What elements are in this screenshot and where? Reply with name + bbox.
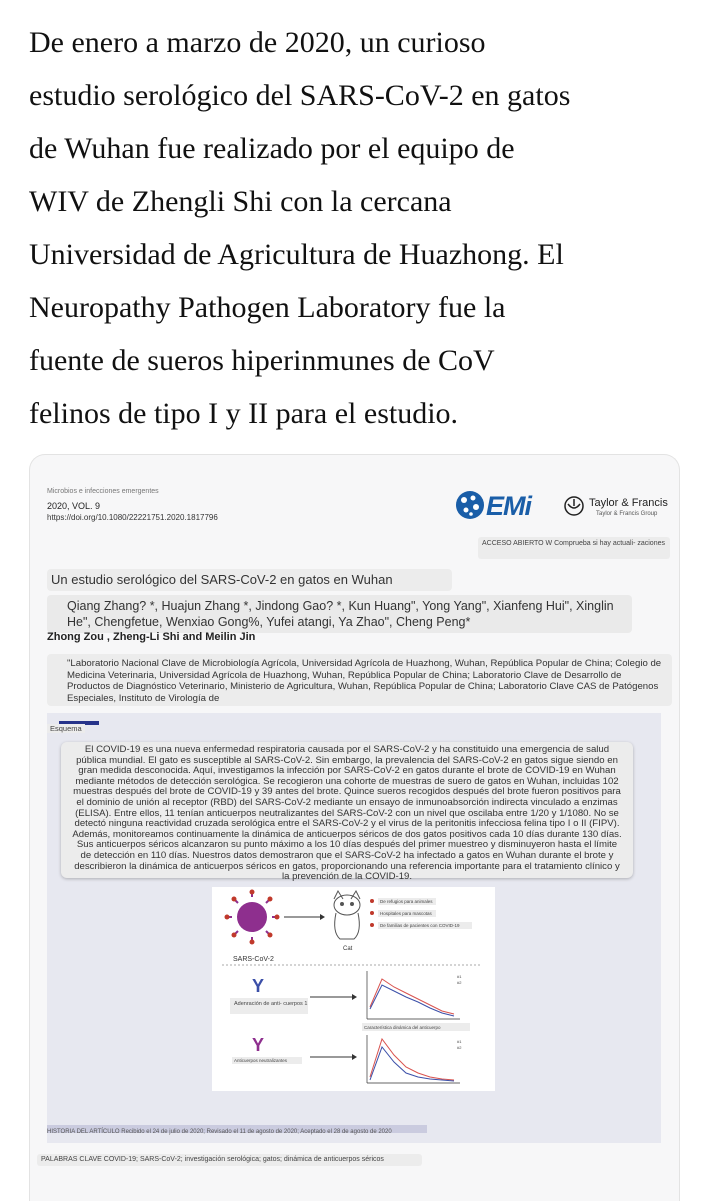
keywords: PALABRAS CLAVE COVID-19; SARS-CoV-2; investigación serológica; gatos; dinámica de anticuerpos séricos (37, 1154, 422, 1166)
emi-globe-icon (454, 489, 486, 521)
publisher-subtitle: Taylor & Francis Group (596, 511, 658, 517)
antibody-2-icon: Y (252, 1035, 265, 1055)
bullet-1: De refugios para animales (380, 899, 433, 904)
open-access-badge: ACCESO ABIERTO W Comprueba si hay actuali- zaciones (478, 537, 670, 559)
cat-label: Cat (343, 946, 353, 952)
graphical-abstract-figure (212, 887, 495, 1091)
svg-text:#2: #2 (457, 980, 462, 985)
tweet-line: De enero a marzo de 2020, un curioso (29, 26, 486, 59)
paper-authors: Qiang Zhang? *, Huajun Zhang *, Jindong Gao? *, Kun Huang", Yong Yang", Xianfeng Hui", Xinglin He", Chengfetue, Wenxiao Gong%, Yufei atangi, Ya Zhao", Cheng Peng* (47, 595, 632, 633)
tweet-line: fuente de sueros hiperinmunes de CoV (29, 344, 495, 377)
paper-title: Un estudio serológico del SARS-CoV-2 en gatos en Wuhan (47, 569, 452, 591)
antibody-icon: Y (252, 976, 265, 996)
cat-icon (334, 891, 360, 939)
tweet-line: de Wuhan fue realizado por el equipo de (29, 132, 515, 165)
bullet-3: De familias de pacientes con COVID-19 (380, 923, 460, 928)
bullet-icon (370, 899, 374, 903)
bullet-icon (370, 911, 374, 915)
bullet-icon (370, 923, 374, 927)
antibody2-label: Anticuerpos neutralizantes (234, 1058, 288, 1063)
volume-label: 2020, VOL. 9 (47, 501, 101, 511)
publisher-name: Taylor & Francis (589, 497, 668, 509)
arrow-head-icon (320, 914, 325, 920)
bullet-2: Hospitales para mascotas (380, 911, 432, 916)
paper-affiliations: "Laboratorio Nacional Clave de Microbiología Agrícola, Universidad Agrícola de Huazhong, Wuhan, República Popular de China; Colegio de Medicina Veterinaria, Universidad Agrícola de Huazhong, Wuhan, República Popular de China; Laboratorio Clave de Desarrollo de Productos de Diagnóstico Veterinario, Ministerio de Agricultura, Wuhan, República Popular de China; Laboratorio Clave CAS de Patógenos Especiales, Instituto de Virología de (47, 654, 672, 706)
arrow-head-icon (352, 994, 357, 1000)
figure-drawing (212, 887, 495, 1091)
journal-label: Microbios e infecciones emergentes (47, 488, 159, 495)
tweet-line: estudio serológico del SARS-CoV-2 en gatos (29, 79, 571, 112)
taylor-francis-icon (563, 495, 585, 517)
emi-logo: EMi (486, 491, 532, 521)
dynamics-label: Característica dinámica del anticuerpo (364, 1025, 441, 1030)
esquema-label: Esquema (47, 724, 85, 733)
paper-authors-tail: Zhong Zou , Zheng-Li Shi and Meilin Jin (47, 631, 256, 643)
tweet-line: Universidad de Agricultura de Huazhong. El (29, 238, 564, 271)
article-history: HISTORIA DEL ARTÍCULO Recibido el 24 de julio de 2020; Revisado el 11 de agosto de 2020; Aceptado el 28 de agosto de 2020 (47, 1129, 392, 1135)
virus-label: SARS-CoV-2 (233, 956, 274, 963)
tweet-text (29, 16, 691, 440)
svg-text:#2: #2 (457, 1045, 462, 1050)
attached-image[interactable] (29, 454, 680, 1201)
antibody-label: Adenración de anti- cuerpos 1 (234, 1001, 308, 1007)
antibody-chart-1 (367, 971, 462, 1019)
svg-text:#1: #1 (457, 974, 462, 979)
arrow-head-icon (352, 1054, 357, 1060)
antibody-chart-2 (367, 1035, 462, 1083)
tweet-line: felinos de tipo I y II para el estudio. (29, 397, 459, 430)
tweet-line: Neuropathy Pathogen Laboratory fue la (29, 291, 506, 324)
tweet-line: WIV de Zhengli Shi con la cercana (29, 185, 452, 218)
virus-icon (225, 890, 280, 945)
svg-text:#1: #1 (457, 1039, 462, 1044)
abstract-text: El COVID-19 es una nueva enfermedad respiratoria causada por el SARS-CoV-2 y ha constituido una emergencia de salud pública mundial. El gato es susceptible al SARS-CoV-2. Sin embargo, la prevalencia del SARS-CoV-2 en gatos sigue siendo en gran medida desconocida. Aquí, investigamos la infección por SARS-CoV-2 en gatos durante el brote de COVID-19 en Wuhan mediante métodos de detección serológica. Se recogieron una cohorte de muestras de suero de gatos en Wuhan, incluidas 102 muestras después del brote de COVID-19 y 39 antes del brote. Quince sueros recogidos después del brote fueron positivos para el dominio de unión al receptor (RBD) del SARS-CoV-2 mediante un ensayo de inmunoabsorción indirecta vinculado a enzimas (ELISA). Entre ellos, 11 tenían anticuerpos neutralizantes del SARS-CoV-2 con un nivel que oscilaba entre 1/20 y 1/1080. No se detectó ninguna reactividad cruzada serológica entre el SARS-CoV-2 y el virus de la peritonitis infecciosa felina tipo I o II (FIPV). Además, monitoreamos continuamente la dinámica de anticuerpos séricos de dos gatos positivos cada 10 días durante 130 días. Sus anticuerpos séricos alcanzaron su punto máximo a los 10 días después del primer muestreo y disminuyeron hasta el límite de detección en 110 días. Nuestros datos demostraron que el SARS-CoV-2 ha infectado a gatos en Wuhan durante el brote y describieron la dinámica de anticuerpos séricos en gatos, proporcionando una referencia importante para el tratamiento clínico y la prevención de la COVID-19. (61, 742, 633, 878)
doi-link: https://doi.org/10.1080/22221751.2020.1817796 (47, 513, 218, 522)
